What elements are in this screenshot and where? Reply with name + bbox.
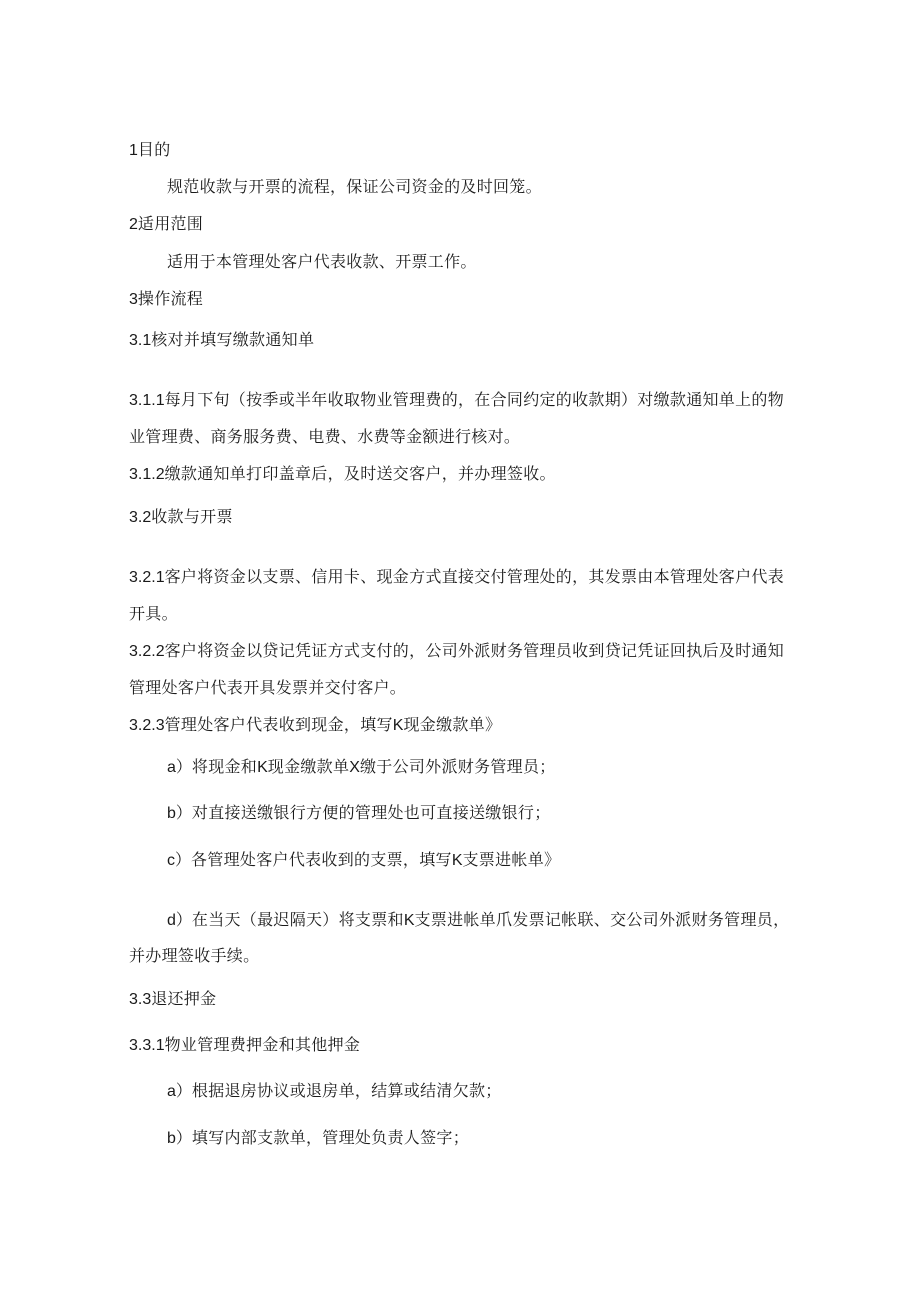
clause-3-2-2-line-2: 管理处客户代表开具发票并交付客户。: [129, 678, 407, 697]
section-title: 退还押金: [151, 989, 217, 1008]
clause-number: 3.3.1: [129, 1037, 165, 1054]
section-1-heading: [129, 140, 171, 161]
section-number: 3.3: [129, 991, 152, 1008]
form-marker: K: [257, 759, 268, 776]
item-label: c）: [167, 852, 192, 869]
section-number: 2: [129, 216, 138, 233]
section-3-3-heading: [129, 989, 216, 1010]
clause-3-2-1-line-1: [129, 567, 784, 588]
item-text: 填写内部支款单，管理处负责人签字；: [191, 1128, 470, 1147]
item-text: 各管理处客户代表收到的支票，填写: [191, 850, 452, 869]
item-text: 现金缴款单: [267, 757, 350, 776]
item-label: b）: [167, 1130, 192, 1147]
section-number: 3.2: [129, 509, 152, 526]
section-3-1-heading: [129, 330, 314, 351]
section-number: 1: [129, 142, 138, 159]
section-title: 适用范围: [137, 214, 204, 233]
clause-number: 3.2.2: [129, 643, 165, 660]
item-text: 在当天（最迟隔天）将支票和: [191, 910, 404, 929]
clause-text: 每月下旬（按季或半年收取物业管理费的，在合同约定的收款期）对缴款通知单上的物: [164, 390, 784, 409]
item-label: d）: [167, 912, 192, 929]
item-label: a）: [167, 1083, 192, 1100]
section-3-2-heading: [129, 507, 233, 528]
item-label: b）: [167, 805, 192, 822]
item-text: 根据退房协议或退房单，结算或结清欠款；: [191, 1081, 502, 1100]
section-3-heading: [129, 289, 203, 310]
section-1-paragraph: 规范收款与开票的流程，保证公司资金的及时回笼。: [167, 177, 542, 196]
clause-text: 管理处客户代表收到现金，填写: [164, 715, 393, 734]
item-text: 支票进帐单》: [462, 850, 561, 869]
clause-3-3-1: [129, 1035, 360, 1056]
clause-text: 客户将资金以贷记凭证方式支付的，公司外派财务管理员收到贷记凭证回执后及时通知: [164, 641, 784, 660]
form-marker: K: [451, 852, 463, 869]
item-label: a）: [167, 759, 192, 776]
clause-text: 缴款通知单打印盖章后，及时送交客户，并办理签收。: [164, 464, 556, 483]
section-title: 操作流程: [137, 289, 204, 308]
clause-3-1-1-line-2: 业管理费、商务服务费、电费、水费等金额进行核对。: [129, 427, 521, 446]
section-number: 3: [129, 291, 138, 308]
section-title: 目的: [137, 140, 171, 159]
clause-number: 3.1.2: [129, 466, 165, 483]
section-number: 3.1: [129, 332, 152, 349]
item-3-2-3-b: [167, 803, 551, 824]
clause-3-1-2: [129, 464, 556, 485]
item-3-2-3-d-line-1: [167, 910, 789, 931]
section-2-paragraph: 适用于本管理处客户代表收款、开票工作。: [167, 252, 477, 271]
clause-text: 客户将资金以支票、信用卡、现金方式直接交付管理处的，其发票由本管理处客户代表: [164, 567, 784, 586]
clause-number: 3.2.3: [129, 717, 165, 734]
clause-3-1-1-line-1: [129, 390, 784, 411]
item-3-2-3-d-line-2: 并办理签收手续。: [129, 946, 260, 965]
section-title: 核对并填写缴款通知单: [151, 330, 315, 349]
clause-text: 现金缴款单》: [403, 715, 502, 734]
item-3-2-3-c: [167, 850, 560, 871]
item-3-3-1-b: [167, 1128, 469, 1149]
item-3-3-1-a: [167, 1081, 502, 1102]
clause-3-2-1-line-2: 开具。: [129, 604, 178, 623]
clause-3-2-3: [129, 715, 501, 736]
form-marker: X: [349, 759, 360, 776]
form-marker: K: [392, 717, 404, 734]
item-3-2-3-a: [167, 757, 556, 778]
section-2-heading: [129, 214, 203, 235]
section-title: 收款与开票: [151, 507, 233, 526]
clause-number: 3.2.1: [129, 569, 165, 586]
clause-number: 3.1.1: [129, 392, 165, 409]
item-text: 缴于公司外派财务管理员；: [359, 757, 556, 776]
form-marker: K: [403, 912, 415, 929]
clause-text: 物业管理费押金和其他押金: [164, 1035, 361, 1054]
clause-3-2-2-line-1: [129, 641, 784, 662]
item-text: 将现金和: [191, 757, 258, 776]
item-text: 支票进帐单爪发票记帐联、交公司外派财务管理员，: [414, 910, 790, 929]
item-text: 对直接送缴银行方便的管理处也可直接送缴银行；: [191, 803, 551, 822]
